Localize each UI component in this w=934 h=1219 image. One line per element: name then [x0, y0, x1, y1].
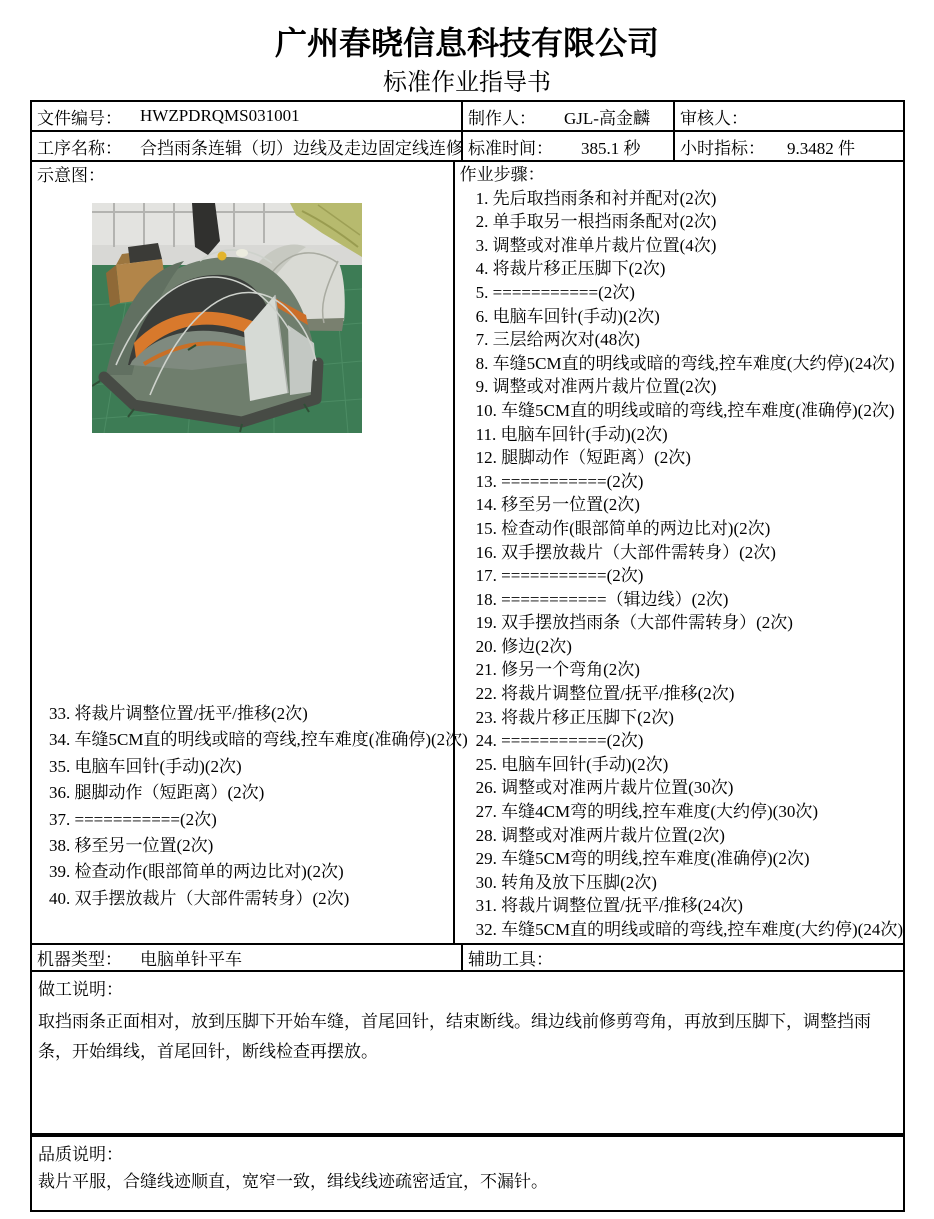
maker-label: 制作人： [468, 108, 536, 128]
work-step: 8. 车缝5CM直的明线或暗的弯线,控车难度(大约停)(24次) [475, 353, 895, 373]
standard-time-value: 385.1 秒 [581, 138, 641, 158]
aux-tools-cell [463, 945, 903, 970]
work-step: 40. 双手摆放裁片（大部件需转身）(2次) [49, 888, 350, 908]
hourly-target-label: 小时指标： [680, 138, 765, 158]
work-steps-label: 作业步骤： [459, 165, 545, 184]
doc-number-label: 文件编号： [37, 108, 122, 128]
hourly-target-cell [675, 132, 903, 160]
reviewer-cell [675, 102, 903, 130]
work-step: 9. 调整或对准两片裁片位置(2次) [475, 377, 717, 397]
diagram-cell [32, 162, 468, 943]
work-step: 30. 转角及放下压脚(2次) [475, 872, 657, 892]
work-step: 13. ===========(2次) [475, 471, 644, 491]
work-steps-cell [455, 162, 903, 943]
quality-label: 品质说明： [38, 1145, 123, 1164]
work-step: 18. ===========（辑边线）(2次) [475, 589, 729, 609]
work-step: 26. 调整或对准两片裁片位置(30次) [475, 778, 734, 798]
work-description-label: 做工说明： [38, 980, 123, 999]
quality-box [30, 1135, 905, 1212]
machine-row [32, 945, 903, 972]
work-step: 24. ===========(2次) [475, 731, 644, 751]
work-step: 29. 车缝5CM弯的明线,控车难度(准确停)(2次) [475, 849, 810, 869]
work-step: 31. 将裁片调整位置/抚平/推移(24次) [475, 896, 743, 916]
process-name-cell [32, 132, 463, 160]
work-step: 1. 先后取挡雨条和衬并配对(2次) [475, 188, 717, 208]
work-step: 2. 单手取另一根挡雨条配对(2次) [475, 212, 717, 232]
work-step: 39. 检查动作(眼部简单的两边比对)(2次) [49, 862, 344, 882]
work-step: 4. 将裁片移正压脚下(2次) [475, 259, 666, 279]
quality-text: 裁片平服，合缝线迹顺直，宽窄一致，缉线线迹疏密适宜，不漏针。 [38, 1172, 548, 1191]
work-steps-right [455, 187, 903, 942]
maker-cell [463, 102, 675, 130]
reviewer-label: 审核人： [680, 108, 748, 128]
work-step: 12. 腿脚动作（短距离）(2次) [475, 448, 691, 468]
work-step: 33. 将裁片调整位置/抚平/推移(2次) [49, 704, 308, 723]
work-description-text: 取挡雨条正面相对，放到压脚下开始车缝，首尾回针，结束断线。缉边线前修剪弯角，再放到压脚下，调整挡雨条，开始缉线，首尾回针，断线检查再摆放。 [38, 1012, 871, 1061]
company-title: 广州春晓信息科技有限公司 [274, 25, 659, 61]
header-row-1 [32, 102, 903, 132]
maker-value: GJL-高金麟 [564, 108, 650, 128]
work-step: 3. 调整或对准单片裁片位置(4次) [475, 235, 717, 255]
work-step: 37. ===========(2次) [49, 809, 217, 829]
work-step: 6. 电脑车回针(手动)(2次) [475, 306, 660, 326]
work-step: 23. 将裁片移正压脚下(2次) [475, 707, 674, 727]
work-step: 34. 车缝5CM直的明线或暗的弯线,控车难度(准确停)(2次) [49, 730, 468, 750]
work-step: 19. 双手摆放挡雨条（大部件需转身）(2次) [475, 613, 793, 633]
work-description-cell [32, 972, 903, 1133]
hourly-target-value: 9.3482 件 [787, 138, 855, 158]
main-table [30, 100, 905, 1135]
work-step: 11. 电脑车回针(手动)(2次) [475, 424, 668, 444]
diagram-label: 示意图： [37, 166, 105, 185]
work-step: 35. 电脑车回针(手动)(2次) [49, 756, 242, 776]
work-step: 25. 电脑车回针(手动)(2次) [475, 754, 669, 774]
main-content-row [32, 162, 903, 945]
process-name-value: 合挡雨条连辑（切）边线及走边固定线连修 [140, 138, 463, 158]
doc-number-cell [32, 102, 463, 130]
work-step: 22. 将裁片调整位置/抚平/推移(2次) [475, 684, 735, 704]
standard-time-cell [463, 132, 675, 160]
work-step: 5. ===========(2次) [475, 282, 635, 302]
work-step: 28. 调整或对准两片裁片位置(2次) [475, 825, 725, 845]
standard-time-label: 标准时间： [468, 138, 553, 158]
work-step: 27. 车缝4CM弯的明线,控车难度(大约停)(30次) [475, 802, 818, 822]
machine-type-cell [32, 945, 463, 970]
work-step: 16. 双手摆放裁片（大部件需转身）(2次) [475, 542, 776, 562]
tent-photo-illustration [92, 203, 362, 433]
document-title: 标准作业指导书 [383, 70, 551, 96]
schematic-photo [92, 203, 362, 433]
doc-number-value: HWZPDRQMS031001 [140, 106, 300, 125]
work-steps-left [49, 701, 468, 912]
work-step: 17. ===========(2次) [475, 566, 644, 586]
work-step: 32. 车缝5CM直的明线或暗的弯线,控车难度(大约停)(24次) [475, 920, 903, 939]
work-step: 15. 检查动作(眼部简单的两边比对)(2次) [475, 518, 771, 538]
work-step: 38. 移至另一位置(2次) [49, 836, 214, 856]
work-step: 20. 修边(2次) [475, 636, 572, 656]
work-step: 10. 车缝5CM直的明线或暗的弯线,控车难度(准确停)(2次) [475, 400, 895, 420]
work-step: 7. 三层给两次对(48次) [475, 330, 640, 350]
work-description-row [32, 972, 903, 1133]
aux-tools-label: 辅助工具： [468, 950, 553, 969]
work-step: 14. 移至另一位置(2次) [475, 495, 640, 515]
process-name-label: 工序名称： [37, 138, 122, 158]
work-step: 21. 修另一个弯角(2次) [475, 660, 640, 680]
machine-type-label: 机器类型： [37, 950, 122, 969]
header-row-2 [32, 132, 903, 162]
machine-type-value: 电脑单针平车 [140, 950, 242, 969]
work-step: 36. 腿脚动作（短距离）(2次) [49, 783, 265, 803]
